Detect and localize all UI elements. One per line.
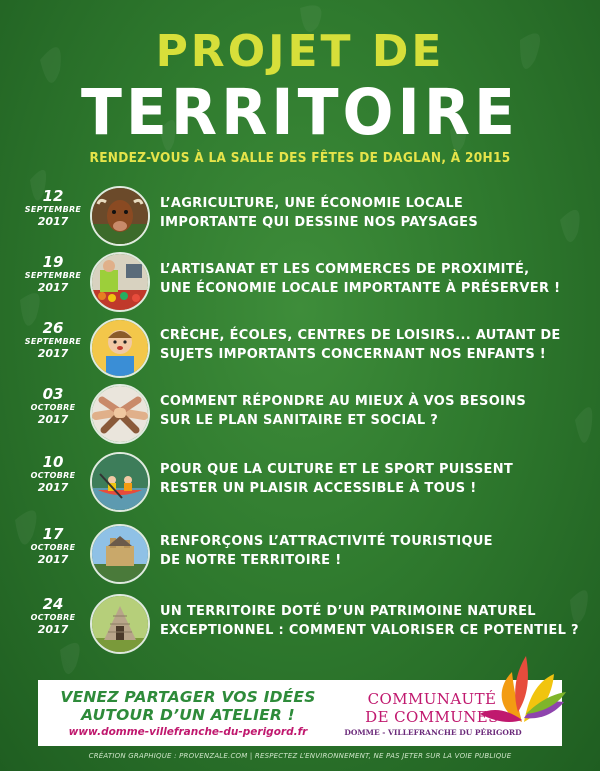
event-description xyxy=(160,532,590,570)
event-date xyxy=(18,596,88,636)
shop-icon xyxy=(90,252,150,312)
event-line-1: COMMENT RÉPONDRE AU MIEUX À VOS BESOINS xyxy=(160,394,527,409)
event-item xyxy=(0,594,600,654)
event-line-2: SUJETS IMPORTANTS CONCERNANT NOS ENFANTS ! xyxy=(160,347,547,362)
event-year: 2017 xyxy=(37,215,69,228)
stone-hut-icon xyxy=(90,594,150,654)
community-name-line-2: DE COMMUNES xyxy=(365,708,499,726)
event-date xyxy=(18,386,88,426)
castle-icon xyxy=(90,524,150,584)
event-month: OCTOBRE xyxy=(30,403,76,412)
title-line-1: PROJET DE xyxy=(155,26,445,77)
footer-panel xyxy=(38,680,562,746)
event-line-1: UN TERRITOIRE DOTÉ D’UN PATRIMOINE NATUREL xyxy=(160,604,536,619)
community-name-line-3: DOMME - VILLEFRANCHE DU PÉRIGORD xyxy=(344,728,522,737)
event-year: 2017 xyxy=(37,553,69,566)
website-link[interactable]: www.domme-villefranche-du-perigord.fr xyxy=(68,726,308,738)
event-year: 2017 xyxy=(37,347,69,360)
event-line-2: EXCEPTIONNEL : COMMENT VALORISER CE POTENTIEL ? xyxy=(160,623,579,638)
event-date xyxy=(18,454,88,494)
event-date xyxy=(18,320,88,360)
event-description xyxy=(160,194,590,232)
event-day: 24 xyxy=(42,595,64,613)
event-day: 10 xyxy=(42,453,64,471)
event-day: 26 xyxy=(42,319,64,337)
event-line-2: UNE ÉCONOMIE LOCALE IMPORTANTE À PRÉSERVER ! xyxy=(160,281,561,296)
cow-icon xyxy=(90,186,150,246)
child-icon xyxy=(90,318,150,378)
event-day: 12 xyxy=(42,187,64,205)
event-day: 17 xyxy=(42,525,64,543)
event-line-2: RESTER UN PLAISIR ACCESSIBLE À TOUS ! xyxy=(160,481,477,496)
event-line-1: RENFORÇONS L’ATTRACTIVITÉ TOURISTIQUE xyxy=(160,534,493,549)
cta-line-2: AUTOUR D’UN ATELIER ! xyxy=(81,706,295,724)
event-day: 03 xyxy=(42,385,64,403)
event-description xyxy=(160,460,590,498)
event-year: 2017 xyxy=(37,413,69,426)
event-month: OCTOBRE xyxy=(30,613,76,622)
event-line-2: IMPORTANTE QUI DESSINE NOS PAYSAGES xyxy=(160,215,478,230)
event-month: SEPTEMBRE xyxy=(24,337,82,346)
cta-line-1: VENEZ PARTAGER VOS IDÉES xyxy=(60,688,316,706)
event-item xyxy=(0,524,600,584)
event-line-2: DE NOTRE TERRITOIRE ! xyxy=(160,553,342,568)
event-line-1: L’ARTISANAT ET LES COMMERCES DE PROXIMITÉ, xyxy=(160,262,530,277)
event-day: 19 xyxy=(42,253,64,271)
event-item xyxy=(0,186,600,246)
event-year: 2017 xyxy=(37,481,69,494)
venue-subtitle: RENDEZ-VOUS À LA SALLE DES FÊTES DE DAGLAN, À 20H15 xyxy=(89,150,511,166)
event-month: OCTOBRE xyxy=(30,471,76,480)
event-item xyxy=(0,452,600,512)
event-description xyxy=(160,326,590,364)
event-item xyxy=(0,384,600,444)
event-line-1: L’AGRICULTURE, UNE ÉCONOMIE LOCALE xyxy=(160,196,464,211)
canoe-icon xyxy=(90,452,150,512)
hands-icon xyxy=(90,384,150,444)
event-month: OCTOBRE xyxy=(30,543,76,552)
event-month: SEPTEMBRE xyxy=(24,205,82,214)
event-item xyxy=(0,318,600,378)
event-description xyxy=(160,260,590,298)
event-description xyxy=(160,602,590,640)
event-month: SEPTEMBRE xyxy=(24,271,82,280)
event-date xyxy=(18,188,88,228)
event-item xyxy=(0,252,600,312)
event-line-2: SUR LE PLAN SANITAIRE ET SOCIAL ? xyxy=(160,413,439,428)
event-date xyxy=(18,526,88,566)
title-line-2: TERRITOIRE xyxy=(80,76,520,150)
community-name-line-1: COMMUNAUTÉ xyxy=(367,690,497,708)
credits-text: CRÉATION GRAPHIQUE : PROVENZALE.COM | RESPECTEZ L’ENVIRONNEMENT, NE PAS JETER SUR LA VOIE PUBLIQUE xyxy=(88,752,512,760)
event-line-1: POUR QUE LA CULTURE ET LE SPORT PUISSENT xyxy=(160,462,514,477)
event-description xyxy=(160,392,590,430)
event-year: 2017 xyxy=(37,623,69,636)
event-date xyxy=(18,254,88,294)
event-year: 2017 xyxy=(37,281,69,294)
event-line-1: CRÈCHE, ÉCOLES, CENTRES DE LOISIRS... AUTANT DE xyxy=(160,328,561,343)
